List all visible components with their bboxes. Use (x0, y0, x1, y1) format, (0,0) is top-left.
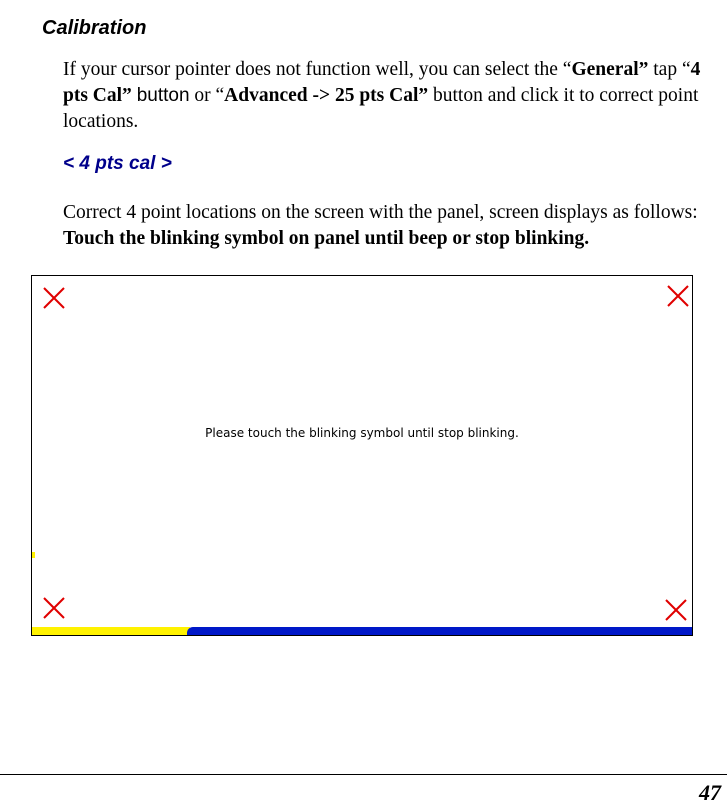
intro-text-2: tap “ (648, 59, 691, 80)
x-cross-icon[interactable] (42, 596, 66, 620)
subsection-title: < 4 pts cal > (63, 153, 172, 174)
progress-bar-yellow (32, 627, 190, 635)
button-word: button (136, 85, 190, 106)
edge-marker (32, 552, 35, 558)
intro-text-4: or “ (189, 85, 225, 106)
x-cross-icon[interactable] (666, 284, 690, 308)
calibration-screen (31, 275, 693, 636)
x-cross-icon[interactable] (664, 598, 688, 622)
footer-divider (0, 774, 727, 775)
advanced-25-pts-cal-label: Advanced -> 25 pts Cal” (224, 85, 429, 106)
calibration-message: Please touch the blinking symbol until stop blinking. (205, 426, 519, 440)
general-tab-label: General” (571, 59, 649, 80)
x-cross-icon[interactable] (42, 286, 66, 310)
intro-text-1: If your cursor pointer does not function well, you can select the “ (63, 59, 572, 80)
instructions-emphasis: Touch the blinking symbol on panel until beep or stop blinking. (63, 228, 590, 249)
intro-text-5: button and click it to correct point locations. (63, 85, 699, 132)
four-pts-cal-label: 4 pts Cal” (63, 59, 701, 106)
section-title: Calibration (42, 17, 147, 39)
page-number: 47 (699, 780, 721, 805)
intro-paragraph (63, 57, 727, 135)
progress-bar-blue (187, 627, 692, 635)
instructions-paragraph (63, 200, 713, 252)
instructions-text: Correct 4 point locations on the screen with the panel, screen displays as follows: (63, 202, 698, 223)
